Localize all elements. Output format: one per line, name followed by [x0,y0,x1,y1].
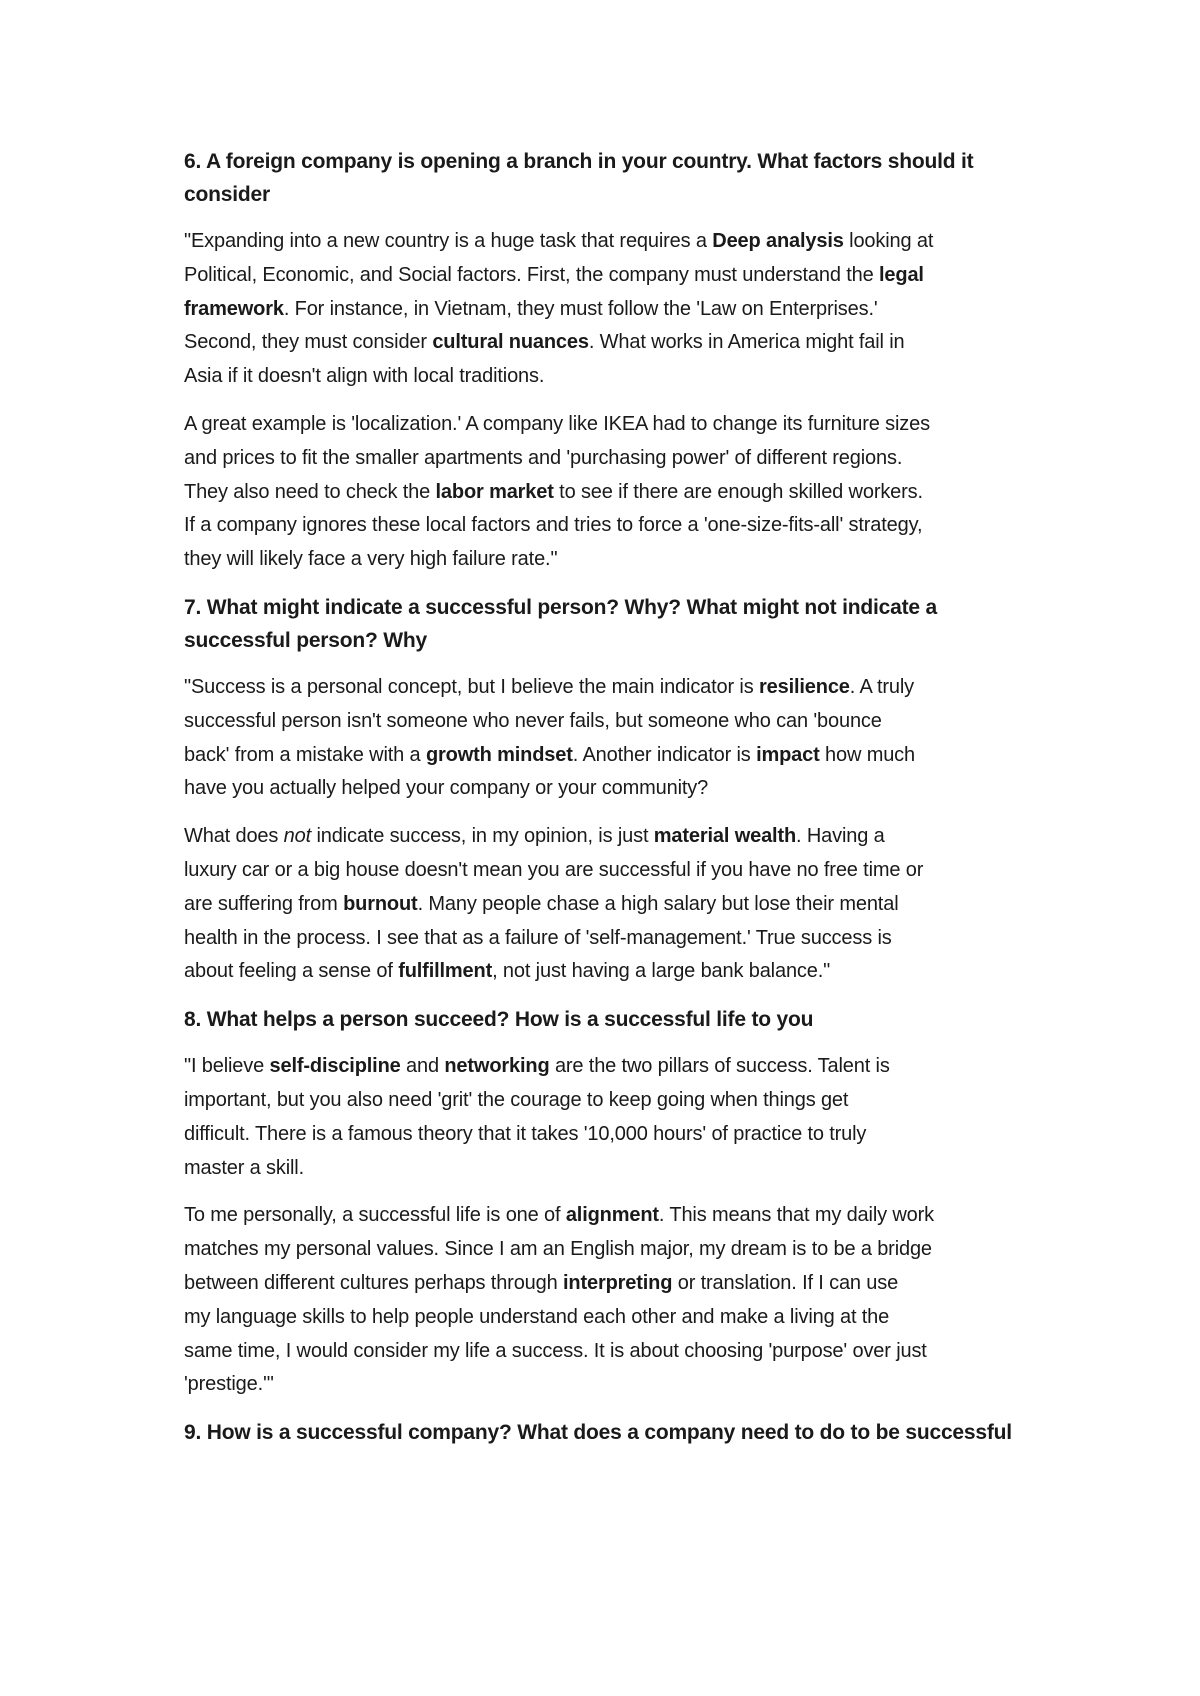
text-run: important, but you also need 'grit' the courage to keep going when things get [184,1088,849,1111]
text-run: "Success is a personal concept, but I believe the main indicator is [184,675,759,698]
text-line [184,326,1034,360]
text-line [184,955,1034,989]
text-line [184,1368,1034,1402]
text-run: master a skill. [184,1156,304,1179]
document-body [184,145,1034,1463]
text-line [184,888,1034,922]
text-run: "I believe [184,1055,270,1078]
text-run: difficult. There is a famous theory that it takes '10,000 hours' of practice to truly [184,1122,867,1145]
answer-paragraph [184,1199,1034,1402]
bold-term: labor market [435,480,554,503]
text-run: health in the process. I see that as a failure of 'self-management.' True success is [184,926,892,949]
text-run: between different cultures perhaps through [184,1271,563,1294]
text-line [184,1335,1034,1369]
question-line: 9. How is a successful company? What does a company need to do to be successful [184,1421,1012,1445]
bold-term: alignment [565,1204,659,1227]
text-run: how much [819,743,915,766]
text-run: . This means that my daily work [658,1204,934,1227]
question-line: 6. A foreign company is opening a branch in your country. What factors should it [184,150,974,173]
question-line: 8. What helps a person succeed? How is a successful life to you [184,1008,814,1032]
question-heading-2 [184,591,1034,657]
question-heading-4 [184,1416,1034,1449]
text-run: looking at [843,230,934,252]
text-run: and [400,1055,445,1078]
text-run: about feeling a sense of [184,960,399,983]
text-run: or translation. If I can use [672,1271,899,1294]
bold-term: growth mindset [425,743,573,766]
text-run: . Many people chase a high salary but lose their mental [417,892,899,915]
text-line [184,476,1034,510]
text-line [184,1152,1034,1186]
text-line [184,922,1034,956]
text-line [184,772,1034,806]
text-line [184,854,1034,888]
text-line [184,1199,1034,1233]
text-line [184,259,1034,293]
text-line [184,1267,1034,1301]
text-line [184,360,1034,394]
text-line [184,442,1034,476]
text-run: . For instance, in Vietnam, they must follow the 'Law on Enterprises.' [283,297,878,320]
text-run: matches my personal values. Since I am an English major, my dream is to be a bridge [184,1238,932,1261]
bold-term: burnout [343,892,418,915]
text-run: To me personally, a successful life is one of [184,1204,566,1227]
bold-term: framework [184,297,284,320]
text-run: If a company ignores these local factors and tries to force a 'one-size-fits-all' strategy, [184,514,923,537]
bold-term: cultural nuances [432,331,589,354]
text-run: indicate success, in my opinion, is just [311,825,654,848]
text-run: . A truly [849,675,915,698]
bold-term: fulfillment [398,960,493,983]
question-line: 7. What might indicate a successful person? Why? What might not indicate a [184,595,937,619]
italic-text: not [283,825,312,848]
text-line [184,1233,1034,1267]
text-run: 'prestige.'" [184,1373,274,1396]
text-line [184,293,1034,327]
bold-term: networking [444,1055,550,1078]
bold-term: self-discipline [269,1055,401,1078]
text-run: Second, they must consider [184,331,433,354]
text-run: Political, Economic, and Social factors. First, the company must understand the [184,263,879,286]
bold-term: resilience [759,675,850,698]
text-line [184,1118,1034,1152]
question-heading-1 [184,145,1034,211]
text-line [184,509,1034,543]
text-run: and prices to fit the smaller apartments and 'purchasing power' of different regions. [184,446,903,469]
answer-paragraph [184,408,1034,577]
text-line [184,820,1034,854]
bold-term: legal [879,263,924,286]
answer-paragraph [184,225,1034,394]
text-line [184,225,1034,259]
text-run: "Expanding into a new country is a huge task that requires a [184,230,713,252]
text-line [184,408,1034,442]
text-run: . What works in America might fail in [588,331,905,354]
text-run: are the two pillars of success. Talent is [549,1055,890,1078]
bold-term: material wealth [653,825,797,848]
text-line [184,1301,1034,1335]
text-run: What does [184,825,284,848]
text-line [184,739,1034,773]
text-run: They also need to check the [184,480,436,503]
text-run: my language skills to help people understand each other and make a living at the [184,1305,890,1328]
text-line [184,671,1034,705]
text-run: to see if there are enough skilled workers. [553,480,923,503]
bold-term: interpreting [563,1271,673,1294]
text-run: . Having a [796,825,885,848]
text-run: . Another indicator is [572,743,757,766]
text-line [184,1084,1034,1118]
answer-paragraph [184,671,1034,806]
answer-paragraph [184,1050,1034,1185]
answer-paragraph [184,820,1034,989]
question-line: consider [184,183,270,206]
text-run: same time, I would consider my life a success. It is about choosing 'purpose' over just [184,1339,927,1362]
text-run: luxury car or a big house doesn't mean you are successful if you have no free time or [184,858,924,881]
text-line [184,543,1034,577]
text-line [184,1050,1034,1084]
text-run: A great example is 'localization.' A company like IKEA had to change its furniture sizes [184,412,930,435]
text-run: are suffering from [184,892,344,915]
bold-term: Deep analysis [712,230,844,252]
text-run: have you actually helped your company or your community? [184,777,709,800]
text-run: they will likely face a very high failure rate." [184,548,558,571]
text-line [184,705,1034,739]
text-run: , not just having a large bank balance." [492,960,831,983]
text-run: successful person isn't someone who never fails, but someone who can 'bounce [184,709,882,732]
question-heading-3 [184,1003,1034,1036]
question-line: successful person? Why [184,628,427,652]
text-run: back' from a mistake with a [184,743,426,766]
text-run: Asia if it doesn't align with local traditions. [184,365,545,388]
bold-term: impact [756,743,820,766]
